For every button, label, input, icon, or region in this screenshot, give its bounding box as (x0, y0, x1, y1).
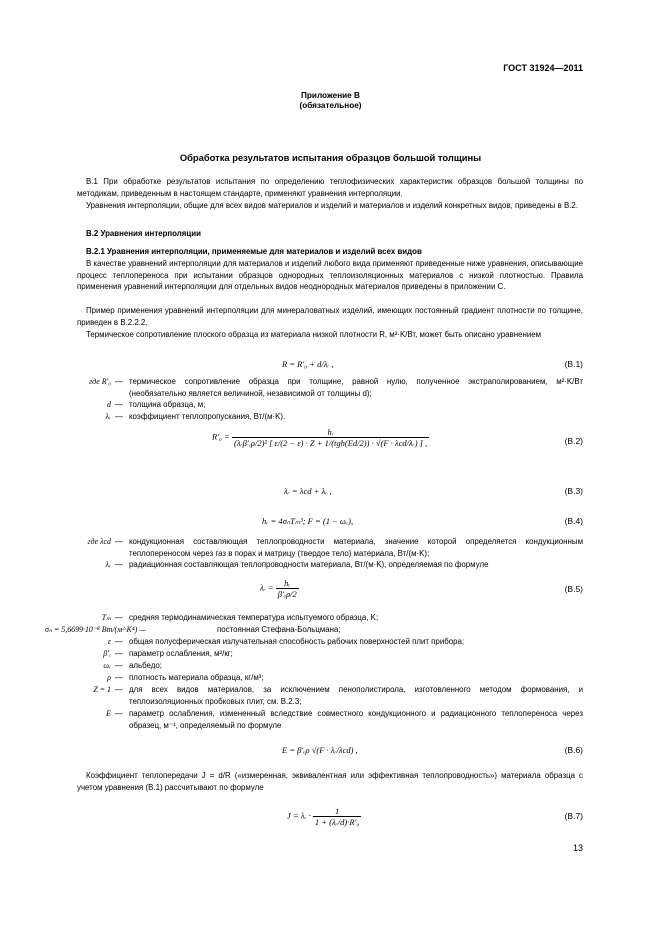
dash: — (115, 377, 123, 386)
equation-b5 (260, 578, 299, 599)
where-list-3 (45, 612, 583, 732)
dash: — (115, 637, 123, 646)
paragraph-b21-2: Пример применения уравнений интерполяции для минераловатных изделий, имеющих постоянный градиент плотности по толщине, приведен в В.2.2.2. (77, 306, 583, 327)
equation-b7-denominator: 1 + (λᵣ/d)·R′₀ (314, 817, 360, 827)
equation-number-b6: (В.6) (564, 745, 583, 755)
equation-b2 (212, 427, 429, 448)
where-text: альбедо; (129, 661, 162, 670)
equation-b2-fraction (232, 427, 429, 448)
where-text: для всех видов материалов, за исключением пенополистирола, изготовленного методом формования, и теплоизоляционных пробковых плит, см. В.2.3; (129, 685, 583, 706)
where-symbol: Tₘ (101, 613, 111, 622)
where-text: кондукционная составляющая теплопроводности материала, значение которой определяется кондукционным теплопереносом через газ в порах и матрицу (твердое тело) материала, Вт/(м·K); (129, 537, 583, 558)
paragraph-b21-3: Термическое сопротивление плоского образца из материала низкой плотности R, м²·K/Вт, может быть описано уравнением (86, 330, 542, 339)
equation-b6: E = β′ₑρ √(F · λᵣ/λcd) , (282, 745, 358, 755)
equation-number-b5: (В.5) (564, 584, 583, 594)
dash: — (115, 400, 123, 409)
where-text: толщина образца, м; (129, 400, 206, 409)
dash: — (115, 709, 123, 718)
equation-b5-denominator: β′ₑρ/2 (277, 589, 297, 599)
paragraph-b1-2: Уравнения интерполяции, общие для всех видов материалов и изделий и материалов и изделий конкретных видов, приведены в В.2. (86, 201, 579, 210)
equation-number-b7: (В.7) (564, 811, 583, 821)
where-symbol: ε (107, 637, 111, 646)
equation-number-b2: (В.2) (564, 436, 583, 446)
equation-b7 (287, 806, 361, 827)
heading-b2: В.2 Уравнения интерполяции (86, 229, 201, 238)
where-symbol: σₙ = 5,6699·10⁻⁸ Вт/(м²·K⁴) — (45, 625, 147, 634)
equation-b5-fraction (276, 578, 299, 599)
where-symbol: ρ (107, 673, 111, 682)
equation-b2-numerator: hᵣ (232, 427, 429, 438)
dash: — (115, 649, 123, 658)
equation-b3: λᵣ = λcd + λᵣ , (284, 486, 332, 496)
where-text: радиационная составляющая теплопроводности материала, Вт/(м·K), определяемая по формуле (129, 560, 489, 569)
page-number: 13 (572, 843, 583, 853)
appendix-status: (обязательное) (299, 101, 362, 110)
equation-b7-fraction (313, 806, 361, 827)
where-text: общая полусферическая излучательная способность рабочих поверхностей плит прибора; (129, 637, 465, 646)
where-symbol: E (106, 709, 111, 718)
heading-b21: В.2.1 Уравнения интерполяции, применяемые для материалов и изделий всех видов (86, 247, 422, 256)
where-symbol: ωₑ (103, 661, 111, 670)
equation-b7-numerator: 1 (313, 806, 361, 817)
where-symbol: λᵣ (105, 560, 111, 569)
where-symbol: где λcd (87, 537, 111, 546)
equation-b4: hᵣ = 4σₙTₘ³; F = (1 − ωₑ), (262, 516, 354, 526)
dash: — (115, 560, 123, 569)
where-list-2 (77, 536, 583, 576)
standard-header: ГОСТ 31924—2011 (503, 63, 583, 73)
dash: — (115, 685, 123, 694)
where-text: средняя термодинамическая температура испытуемого образца, K; (129, 613, 379, 622)
where-symbol: Z = 1 (93, 685, 111, 694)
section-title: Обработка результатов испытания образцов большой толщины (179, 152, 482, 163)
paragraph-b1: В.1 При обработке результатов испытания по определению теплофизических характеристик образцов большой толщины по методикам, приведенным в настоящем стандарте, применяют уравнения интерполяции. (77, 177, 583, 198)
equation-number-b1: (В.1) (564, 359, 583, 369)
dash: — (115, 613, 123, 622)
equation-b5-lhs: λᵣ = (260, 582, 274, 593)
dash: — (115, 412, 123, 421)
where-text: параметр ослабления, м²/кг; (129, 649, 233, 658)
equation-number-b3: (В.3) (564, 486, 583, 496)
equation-b2-denominator: (λᵣβ′ₑρ/2)² [ ε/(2 − ε) · Z + 1/(tgh(Ed/2)) · √(F · λcd/λᵣ) ] , (234, 438, 428, 448)
where-text: коэффициент теплопропускания, Вт/(м·K). (129, 412, 286, 421)
where-text: параметр ослабления, измененный вследствие совместного кондукционного и радиационного теплопереноса через образец, м⁻¹, определяемый по формуле (129, 709, 583, 730)
paragraph-b21-1: В качестве уравнений интерполяции для материалов и изделий любого вида применяют приведенные ниже уравнения, описывающие процесс теплопереноса при испытании образцов однородных теплоизоляционных материалов с низкой плотностью. Правила применения уравнений интерполяции для отдельных видов неоднородных материалов приведены в приложении С. (77, 259, 583, 292)
paragraph-coefficient: Коэффициент теплопередачи J = d/R («измеренная, эквивалентная или эффективная теплопроводность») материала образца с учетом уравнения (В.1) рассчитывают по формуле (77, 771, 583, 792)
where-text: постоянная Стефана-Больцмана; (217, 625, 341, 634)
equation-b5-numerator: hᵣ (276, 578, 299, 589)
where-symbol: где R′₀ (89, 377, 111, 386)
where-text: плотность материала образца, кг/м³; (129, 673, 264, 682)
where-symbol: d (107, 400, 111, 409)
equation-number-b4: (В.4) (564, 516, 583, 526)
equation-b2-lhs: R′₀ = (212, 431, 230, 442)
dash: — (115, 537, 123, 546)
equation-b7-lhs: J = λᵣ · (287, 810, 311, 821)
dash: — (115, 661, 123, 670)
where-symbol: β′ₑ (103, 649, 111, 658)
dash: — (115, 673, 123, 682)
equation-b1: R = R′₀ + d/λᵣ , (282, 359, 334, 369)
where-text: термическое сопротивление образца при толщине, равной нулю, полученное экстраполированием, м²·K/Вт (необязательно является величиной, независимой от толщины d); (129, 377, 583, 398)
where-symbol: λᵣ (105, 412, 111, 421)
appendix-title: Приложение В (301, 91, 360, 100)
